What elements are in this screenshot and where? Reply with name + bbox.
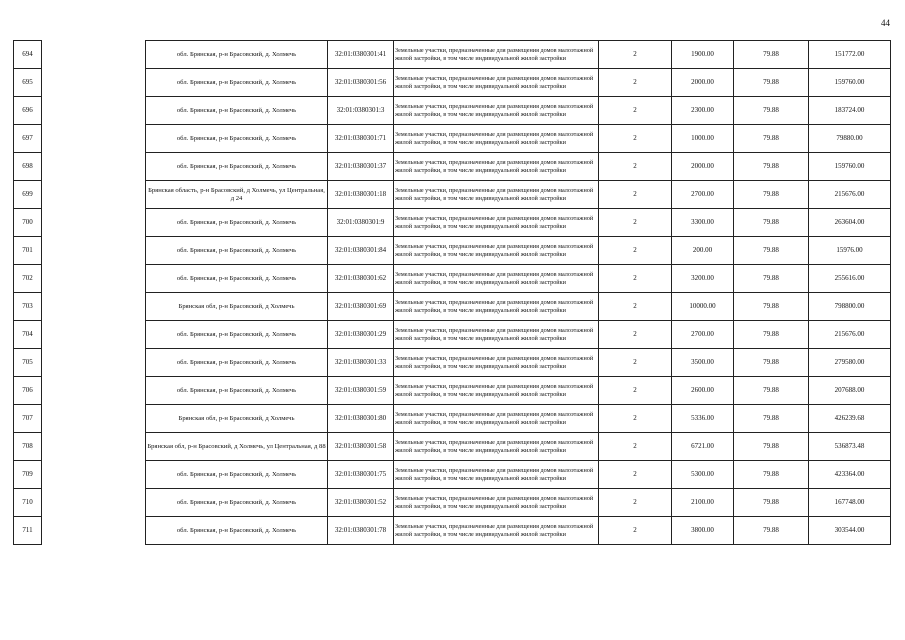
address-cell: обл. Брянская, р-н Брасовский, д. Холмечь: [146, 97, 328, 125]
blank-gap-cell: [42, 209, 146, 237]
blank-gap-cell: [42, 41, 146, 69]
row-number-cell: 694: [14, 41, 42, 69]
cadastral-number-cell: 32:01:0380301:59: [328, 377, 394, 405]
land-use-cell: Земельные участки, предназначенные для размещения домов малоэтажной жилой застройки, в том числе индивидуальной жилой застройки: [394, 41, 599, 69]
rate-cell: 79.88: [734, 97, 809, 125]
land-use-cell: Земельные участки, предназначенные для размещения домов малоэтажной жилой застройки, в том числе индивидуальной жилой застройки: [394, 237, 599, 265]
area-cell: 3200.00: [672, 265, 734, 293]
cadastral-value-cell: 536873.48: [809, 433, 891, 461]
area-cell: 1900.00: [672, 41, 734, 69]
land-use-cell: Земельные участки, предназначенные для размещения домов малоэтажной жилой застройки, в том числе индивидуальной жилой застройки: [394, 517, 599, 545]
row-number-cell: 707: [14, 405, 42, 433]
blank-gap-cell: [42, 125, 146, 153]
land-use-cell: Земельные участки, предназначенные для размещения домов малоэтажной жилой застройки, в том числе индивидуальной жилой застройки: [394, 405, 599, 433]
address-cell: Брянская область, р-н Брасовский, д Холмечь, ул Центральная, д 24: [146, 181, 328, 209]
table-row: [14, 293, 891, 321]
table-row: [14, 41, 891, 69]
cadastral-value-cell: 215676.00: [809, 181, 891, 209]
group-cell: 2: [599, 41, 672, 69]
table-row: [14, 97, 891, 125]
address-cell: обл. Брянская, р-н Брасовский, д. Холмечь: [146, 153, 328, 181]
cadastral-value-cell: 426239.68: [809, 405, 891, 433]
rate-cell: 79.88: [734, 489, 809, 517]
rate-cell: 79.88: [734, 181, 809, 209]
rate-cell: 79.88: [734, 377, 809, 405]
cadastral-number-cell: 32:01:0380301:80: [328, 405, 394, 433]
cadastral-value-cell: 798800.00: [809, 293, 891, 321]
row-number-cell: 709: [14, 461, 42, 489]
blank-gap-cell: [42, 237, 146, 265]
blank-gap-cell: [42, 461, 146, 489]
table-row: [14, 489, 891, 517]
group-cell: 2: [599, 349, 672, 377]
land-use-cell: Земельные участки, предназначенные для размещения домов малоэтажной жилой застройки, в том числе индивидуальной жилой застройки: [394, 153, 599, 181]
cadastral-value-cell: 255616.00: [809, 265, 891, 293]
table-row: [14, 405, 891, 433]
row-number-cell: 703: [14, 293, 42, 321]
cadastral-value-cell: 263604.00: [809, 209, 891, 237]
area-cell: 10000.00: [672, 293, 734, 321]
table-row: [14, 265, 891, 293]
row-number-cell: 711: [14, 517, 42, 545]
area-cell: 2000.00: [672, 69, 734, 97]
land-use-cell: Земельные участки, предназначенные для размещения домов малоэтажной жилой застройки, в том числе индивидуальной жилой застройки: [394, 433, 599, 461]
cadastral-number-cell: 32:01:0380301:58: [328, 433, 394, 461]
area-cell: 2600.00: [672, 377, 734, 405]
land-use-cell: Земельные участки, предназначенные для размещения домов малоэтажной жилой застройки, в том числе индивидуальной жилой застройки: [394, 489, 599, 517]
table-row: [14, 377, 891, 405]
rate-cell: 79.88: [734, 461, 809, 489]
area-cell: 2000.00: [672, 153, 734, 181]
blank-gap-cell: [42, 433, 146, 461]
table-row: [14, 69, 891, 97]
address-cell: обл. Брянская, р-н Брасовский, д. Холмечь: [146, 517, 328, 545]
land-use-cell: Земельные участки, предназначенные для размещения домов малоэтажной жилой застройки, в том числе индивидуальной жилой застройки: [394, 293, 599, 321]
cadastral-number-cell: 32:01:0380301:75: [328, 461, 394, 489]
address-cell: обл. Брянская, р-н Брасовский, д. Холмечь: [146, 489, 328, 517]
address-cell: обл. Брянская, р-н Брасовский, д. Холмечь: [146, 125, 328, 153]
group-cell: 2: [599, 461, 672, 489]
cadastral-number-cell: 32:01:0380301:29: [328, 321, 394, 349]
blank-gap-cell: [42, 69, 146, 97]
table-row: [14, 433, 891, 461]
cadastral-value-cell: 183724.00: [809, 97, 891, 125]
address-cell: обл. Брянская, р-н Брасовский, д. Холмечь: [146, 41, 328, 69]
rate-cell: 79.88: [734, 125, 809, 153]
cadastral-value-cell: 215676.00: [809, 321, 891, 349]
cadastral-number-cell: 32:01:0380301:78: [328, 517, 394, 545]
land-use-cell: Земельные участки, предназначенные для размещения домов малоэтажной жилой застройки, в том числе индивидуальной жилой застройки: [394, 265, 599, 293]
address-cell: обл. Брянская, р-н Брасовский, д. Холмечь: [146, 265, 328, 293]
cadastral-value-cell: 159760.00: [809, 69, 891, 97]
cadastral-value-cell: 279580.00: [809, 349, 891, 377]
cadastral-number-cell: 32:01:0380301:62: [328, 265, 394, 293]
table-body: [14, 41, 891, 545]
row-number-cell: 697: [14, 125, 42, 153]
cadastral-number-cell: 32:01:0380301:52: [328, 489, 394, 517]
blank-gap-cell: [42, 97, 146, 125]
blank-gap-cell: [42, 293, 146, 321]
cadastral-value-cell: 167748.00: [809, 489, 891, 517]
address-cell: Брянская обл, р-н Брасовский, д Холмечь, ул Центральная, д 88: [146, 433, 328, 461]
blank-gap-cell: [42, 405, 146, 433]
area-cell: 2300.00: [672, 97, 734, 125]
area-cell: 3500.00: [672, 349, 734, 377]
address-cell: обл. Брянская, р-н Брасовский, д. Холмечь: [146, 377, 328, 405]
area-cell: 200.00: [672, 237, 734, 265]
table-row: [14, 209, 891, 237]
rate-cell: 79.88: [734, 293, 809, 321]
row-number-cell: 705: [14, 349, 42, 377]
land-use-cell: Земельные участки, предназначенные для размещения домов малоэтажной жилой застройки, в том числе индивидуальной жилой застройки: [394, 321, 599, 349]
area-cell: 5300.00: [672, 461, 734, 489]
address-cell: обл. Брянская, р-н Брасовский, д. Холмечь: [146, 461, 328, 489]
group-cell: 2: [599, 97, 672, 125]
row-number-cell: 706: [14, 377, 42, 405]
cadastral-number-cell: 32:01:0380301:37: [328, 153, 394, 181]
group-cell: 2: [599, 69, 672, 97]
row-number-cell: 698: [14, 153, 42, 181]
address-cell: Брянская обл, р-н Брасовский, д Холмечь: [146, 293, 328, 321]
cadastral-number-cell: 32:01:0380301:9: [328, 209, 394, 237]
cadastral-value-cell: 15976.00: [809, 237, 891, 265]
group-cell: 2: [599, 181, 672, 209]
blank-gap-cell: [42, 321, 146, 349]
address-cell: Брянская обл, р-н Брасовский, д Холмечь: [146, 405, 328, 433]
row-number-cell: 702: [14, 265, 42, 293]
cadastral-number-cell: 32:01:0380301:33: [328, 349, 394, 377]
row-number-cell: 696: [14, 97, 42, 125]
page-number: 44: [881, 18, 890, 28]
group-cell: 2: [599, 321, 672, 349]
rate-cell: 79.88: [734, 237, 809, 265]
row-number-cell: 700: [14, 209, 42, 237]
group-cell: 2: [599, 265, 672, 293]
address-cell: обл. Брянская, р-н Брасовский, д. Холмечь: [146, 321, 328, 349]
area-cell: 2700.00: [672, 321, 734, 349]
row-number-cell: 701: [14, 237, 42, 265]
row-number-cell: 695: [14, 69, 42, 97]
cadastral-number-cell: 32:01:0380301:69: [328, 293, 394, 321]
blank-gap-cell: [42, 517, 146, 545]
land-use-cell: Земельные участки, предназначенные для размещения домов малоэтажной жилой застройки, в том числе индивидуальной жилой застройки: [394, 69, 599, 97]
cadastral-value-cell: 159760.00: [809, 153, 891, 181]
rate-cell: 79.88: [734, 517, 809, 545]
cadastral-number-cell: 32:01:0380301:18: [328, 181, 394, 209]
blank-gap-cell: [42, 377, 146, 405]
group-cell: 2: [599, 125, 672, 153]
table-row: [14, 237, 891, 265]
group-cell: 2: [599, 237, 672, 265]
area-cell: 3300.00: [672, 209, 734, 237]
table-row: [14, 153, 891, 181]
rate-cell: 79.88: [734, 349, 809, 377]
cadastral-number-cell: 32:01:0380301:84: [328, 237, 394, 265]
cadastral-number-cell: 32:01:0380301:56: [328, 69, 394, 97]
cadastral-value-cell: 207688.00: [809, 377, 891, 405]
area-cell: 6721.00: [672, 433, 734, 461]
rate-cell: 79.88: [734, 433, 809, 461]
area-cell: 1000.00: [672, 125, 734, 153]
group-cell: 2: [599, 405, 672, 433]
row-number-cell: 704: [14, 321, 42, 349]
address-cell: обл. Брянская, р-н Брасовский, д. Холмечь: [146, 237, 328, 265]
cadastral-value-cell: 79880.00: [809, 125, 891, 153]
land-use-cell: Земельные участки, предназначенные для размещения домов малоэтажной жилой застройки, в том числе индивидуальной жилой застройки: [394, 349, 599, 377]
table-row: [14, 125, 891, 153]
group-cell: 2: [599, 209, 672, 237]
area-cell: 5336.00: [672, 405, 734, 433]
rate-cell: 79.88: [734, 209, 809, 237]
land-plots-table: [13, 40, 891, 545]
address-cell: обл. Брянская, р-н Брасовский, д. Холмечь: [146, 209, 328, 237]
table-row: [14, 461, 891, 489]
cadastral-number-cell: 32:01:0380301:71: [328, 125, 394, 153]
blank-gap-cell: [42, 153, 146, 181]
rate-cell: 79.88: [734, 265, 809, 293]
land-use-cell: Земельные участки, предназначенные для размещения домов малоэтажной жилой застройки, в том числе индивидуальной жилой застройки: [394, 97, 599, 125]
row-number-cell: 710: [14, 489, 42, 517]
land-use-cell: Земельные участки, предназначенные для размещения домов малоэтажной жилой застройки, в том числе индивидуальной жилой застройки: [394, 377, 599, 405]
address-cell: обл. Брянская, р-н Брасовский, д. Холмечь: [146, 349, 328, 377]
cadastral-value-cell: 423364.00: [809, 461, 891, 489]
table-row: [14, 321, 891, 349]
group-cell: 2: [599, 293, 672, 321]
table-row: [14, 349, 891, 377]
cadastral-value-cell: 151772.00: [809, 41, 891, 69]
blank-gap-cell: [42, 181, 146, 209]
group-cell: 2: [599, 489, 672, 517]
group-cell: 2: [599, 433, 672, 461]
group-cell: 2: [599, 153, 672, 181]
row-number-cell: 708: [14, 433, 42, 461]
area-cell: 2100.00: [672, 489, 734, 517]
row-number-cell: 699: [14, 181, 42, 209]
group-cell: 2: [599, 517, 672, 545]
area-cell: 3800.00: [672, 517, 734, 545]
table-row: [14, 517, 891, 545]
cadastral-number-cell: 32:01:0380301:3: [328, 97, 394, 125]
rate-cell: 79.88: [734, 153, 809, 181]
area-cell: 2700.00: [672, 181, 734, 209]
land-use-cell: Земельные участки, предназначенные для размещения домов малоэтажной жилой застройки, в том числе индивидуальной жилой застройки: [394, 461, 599, 489]
rate-cell: 79.88: [734, 69, 809, 97]
cadastral-value-cell: 303544.00: [809, 517, 891, 545]
rate-cell: 79.88: [734, 405, 809, 433]
blank-gap-cell: [42, 349, 146, 377]
table-row: [14, 181, 891, 209]
cadastral-number-cell: 32:01:0380301:41: [328, 41, 394, 69]
land-use-cell: Земельные участки, предназначенные для размещения домов малоэтажной жилой застройки, в том числе индивидуальной жилой застройки: [394, 181, 599, 209]
blank-gap-cell: [42, 489, 146, 517]
address-cell: обл. Брянская, р-н Брасовский, д. Холмечь: [146, 69, 328, 97]
land-use-cell: Земельные участки, предназначенные для размещения домов малоэтажной жилой застройки, в том числе индивидуальной жилой застройки: [394, 125, 599, 153]
land-use-cell: Земельные участки, предназначенные для размещения домов малоэтажной жилой застройки, в том числе индивидуальной жилой застройки: [394, 209, 599, 237]
rate-cell: 79.88: [734, 321, 809, 349]
rate-cell: 79.88: [734, 41, 809, 69]
group-cell: 2: [599, 377, 672, 405]
blank-gap-cell: [42, 265, 146, 293]
